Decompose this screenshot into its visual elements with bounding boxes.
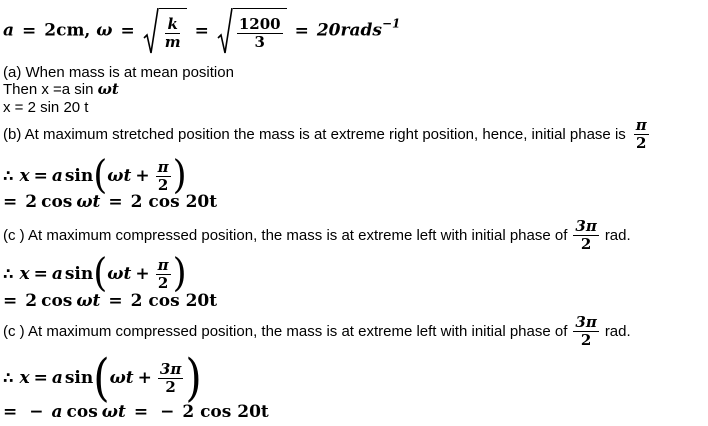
equals-sign: = bbox=[3, 402, 18, 422]
coefficient: 2 bbox=[25, 291, 38, 311]
equals-sign: = bbox=[22, 20, 37, 41]
omega-t: ωt bbox=[101, 402, 126, 422]
cos-function: cos bbox=[41, 291, 73, 311]
equals-sign: = bbox=[33, 165, 48, 186]
frac-numerator: π bbox=[157, 157, 169, 176]
equation-c-second bbox=[3, 348, 202, 407]
omega-t: ωt bbox=[107, 263, 132, 284]
equals-sign: = bbox=[294, 20, 309, 41]
equation-omega bbox=[3, 8, 400, 56]
left-paren: ( bbox=[93, 348, 110, 407]
var-x: x bbox=[19, 263, 30, 284]
omega-t: ωt bbox=[107, 165, 132, 186]
frac-numerator: 3π bbox=[159, 359, 182, 378]
frac-denominator: m bbox=[164, 33, 181, 51]
var-x: x bbox=[19, 367, 30, 388]
result-value: 2 cos 20t bbox=[182, 402, 269, 422]
equals-sign: = bbox=[3, 192, 18, 212]
omega-t: ωt bbox=[97, 80, 119, 98]
equation-c-second-result bbox=[3, 404, 269, 421]
cos-function: cos bbox=[41, 192, 73, 212]
minus-sign: − bbox=[29, 402, 44, 422]
frac-denominator: 2 bbox=[580, 235, 592, 253]
coefficient: 2 bbox=[25, 192, 38, 212]
frac-numerator: 1200 bbox=[238, 15, 281, 33]
equation-c-first bbox=[3, 250, 187, 296]
sin-function: sin bbox=[64, 165, 94, 186]
fraction-3pi-2 bbox=[573, 314, 598, 349]
omega-t: ωt bbox=[76, 291, 101, 311]
fraction-k-m bbox=[163, 16, 183, 51]
frac-denominator: 2 bbox=[157, 273, 169, 292]
result-value: 2 cos 20t bbox=[130, 192, 218, 212]
result-value: 2 cos 20t bbox=[130, 291, 218, 311]
therefore-symbol: ∴ bbox=[3, 368, 14, 387]
cos-function: cos bbox=[66, 402, 98, 422]
var-a: a bbox=[3, 20, 15, 41]
text-part-c-first bbox=[3, 218, 631, 253]
unit-rad: rad. bbox=[604, 227, 631, 244]
right-paren: ) bbox=[185, 348, 202, 407]
sin-function: sin bbox=[64, 367, 94, 388]
therefore-symbol: ∴ bbox=[3, 264, 14, 283]
fraction-pi-2 bbox=[156, 159, 171, 194]
equals-sign: = bbox=[3, 291, 18, 311]
equals-sign: = bbox=[120, 20, 135, 41]
fraction-3pi-2 bbox=[158, 361, 183, 396]
right-paren: ) bbox=[172, 250, 187, 296]
minus-sign: − bbox=[160, 402, 175, 422]
var-omega: ω bbox=[96, 20, 113, 41]
text-equation-general bbox=[3, 82, 119, 97]
plus-sign: + bbox=[137, 367, 152, 388]
text-part-b-body: (b) At maximum stretched position the mass is at extreme right position, hence, initial phase is bbox=[3, 126, 626, 143]
text-equation-a: x = 2 sin 20 t bbox=[3, 99, 89, 116]
radical-sign-icon bbox=[143, 8, 159, 56]
equals-sign: = bbox=[108, 192, 123, 212]
frac-numerator: 3π bbox=[575, 313, 597, 331]
fraction-pi-2 bbox=[156, 257, 171, 292]
equals-sign: = bbox=[33, 263, 48, 284]
text-part-b bbox=[3, 117, 651, 152]
exponent: −1 bbox=[381, 16, 401, 31]
text-part-a: (a) When mass is at mean position bbox=[3, 64, 234, 81]
frac-numerator: 3π bbox=[575, 217, 597, 235]
frac-numerator: π bbox=[157, 255, 169, 274]
sin-function: sin bbox=[64, 263, 94, 284]
equals-sign: = bbox=[33, 367, 48, 388]
equation-b-result bbox=[3, 194, 217, 211]
var-a: a bbox=[51, 263, 63, 284]
unit-rad: rad. bbox=[604, 323, 631, 340]
var-a: a bbox=[51, 367, 63, 388]
text-part-c-body: (c ) At maximum compressed position, the mass is at extreme left with initial phase of bbox=[3, 227, 568, 244]
equation-c-first-result bbox=[3, 293, 217, 310]
right-paren: ) bbox=[172, 152, 187, 198]
left-paren: ( bbox=[93, 250, 108, 296]
text-then: Then x =a sin bbox=[3, 81, 98, 98]
text-part-c-body: (c ) At maximum compressed position, the mass is at extreme left with initial phase of bbox=[3, 323, 568, 340]
frac-numerator: k bbox=[167, 15, 178, 33]
equals-sign: = bbox=[194, 20, 209, 41]
fraction-1200-3 bbox=[237, 16, 283, 51]
fraction-3pi-2 bbox=[573, 218, 598, 253]
frac-denominator: 2 bbox=[580, 331, 592, 349]
text-part-c-second bbox=[3, 314, 631, 349]
left-paren: ( bbox=[93, 152, 108, 198]
frac-numerator: π bbox=[635, 116, 647, 134]
equals-sign: = bbox=[133, 402, 149, 422]
plus-sign: + bbox=[135, 263, 150, 284]
sqrt-1200-over-3 bbox=[217, 8, 287, 56]
omega-result: 20rads bbox=[316, 20, 382, 41]
omega-t: ωt bbox=[76, 192, 101, 212]
amplitude-value: 2cm, bbox=[44, 20, 97, 41]
frac-denominator: 2 bbox=[165, 377, 176, 396]
var-a: a bbox=[51, 402, 63, 422]
radical-sign-icon bbox=[217, 8, 233, 56]
frac-denominator: 2 bbox=[636, 134, 647, 152]
var-a: a bbox=[51, 165, 63, 186]
fraction-pi-2 bbox=[634, 117, 649, 152]
frac-denominator: 2 bbox=[157, 175, 169, 194]
frac-denominator: 3 bbox=[254, 33, 265, 51]
var-x: x bbox=[19, 165, 30, 186]
sqrt-k-over-m bbox=[143, 8, 187, 56]
therefore-symbol: ∴ bbox=[3, 166, 14, 185]
plus-sign: + bbox=[135, 165, 150, 186]
equation-b bbox=[3, 152, 187, 198]
equals-sign: = bbox=[108, 291, 123, 311]
omega-t: ωt bbox=[109, 367, 134, 388]
